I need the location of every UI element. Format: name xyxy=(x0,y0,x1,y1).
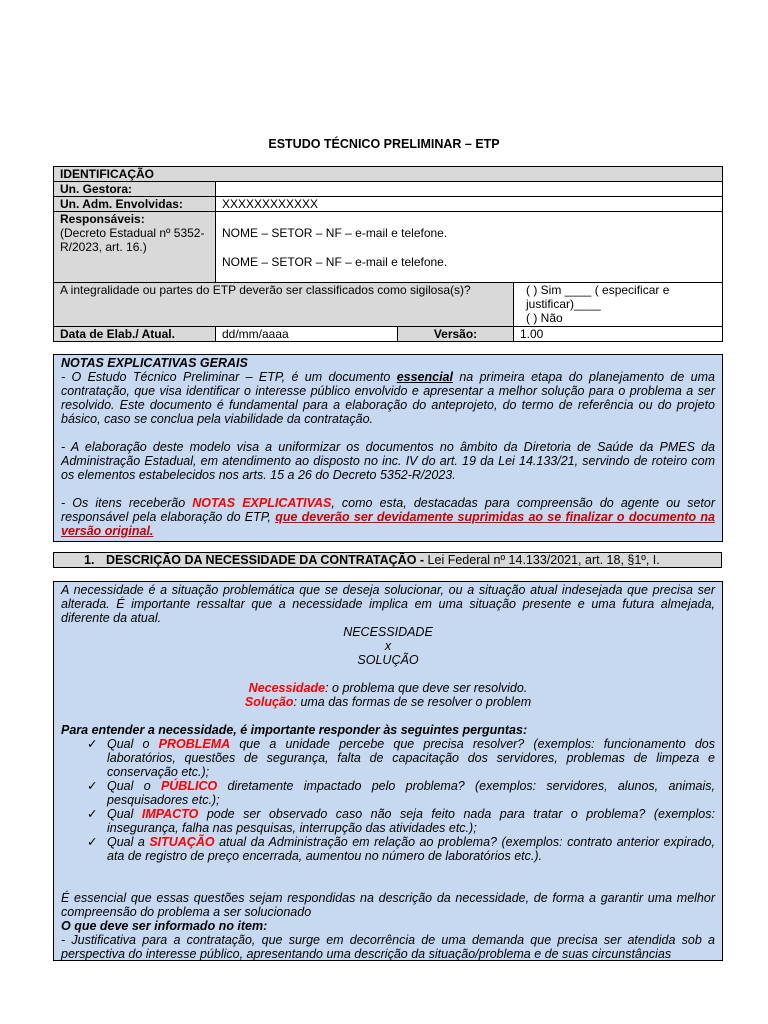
necessity-term: Necessidade xyxy=(248,681,326,695)
sigilo-sim: ( ) Sim ____ ( especificar e justificar)____ xyxy=(526,283,670,311)
question-key: IMPACTO xyxy=(141,807,199,821)
question-item: ✓ Qual IMPACTO pode ser observado caso não seja feito nada para tratar o problema? (exemplos: insegurança, falha nas pesquisas, interrupção das atividades etc.); xyxy=(87,807,715,835)
necessity-label: NECESSIDADE xyxy=(343,625,433,639)
notes-p2: - A elaboração deste modelo visa a uniformizar os documentos no âmbito da Diretoria de Saúde da PMES da Administração Estadual, em atendimento ao disposto no inc. IV do art. 19 da Lei 14.133/21, servindo de roteiro com os elementos estabelecidos nos arts. 15 a 26 do Decreto 5352-R/2023. xyxy=(61,440,715,482)
solution-label: SOLUÇÃO xyxy=(357,653,419,667)
necessity-def-text: : o problema que deve ser resolvido. xyxy=(325,681,528,695)
solution-term: Solução xyxy=(244,695,294,709)
question-key: SITUAÇÃO xyxy=(149,835,215,849)
versus-label: x xyxy=(384,639,392,653)
section-1-title: DESCRIÇÃO DA NECESSIDADE DA CONTRATAÇÃO - xyxy=(106,553,428,567)
questions-list xyxy=(61,737,715,863)
necessity-definition xyxy=(61,681,715,695)
data-label: Data de Elab./ Atual. xyxy=(54,327,216,342)
section-1-header xyxy=(53,552,722,568)
responsaveis-values xyxy=(216,212,723,283)
checkmark-icon: ✓ xyxy=(87,737,98,751)
notes-p3-warning: que deverão ser devidamente suprimidas ao se finalizar o documento na versão original. xyxy=(61,510,716,538)
responsavel-1: NOME – SETOR – NF – e-mail e telefone. xyxy=(222,226,448,240)
notes-p1-c: na primeira etapa do planejamento de uma contratação, que visa identificar o interesse público envolvido e apresentar a melhor solução para o problema a ser resolvido. Este documento é fundamental para a elaboração do anteprojeto, do termo de referência ou do projeto básico, caso se conclua pela viabilidade da contratação. xyxy=(61,370,715,426)
notes-p1-essential: essencial xyxy=(396,370,453,384)
responsaveis-label: Responsáveis: xyxy=(60,212,145,226)
checkmark-icon: ✓ xyxy=(87,779,98,793)
necessity-box xyxy=(53,581,723,961)
question-key: PÚBLICO xyxy=(160,779,218,793)
checkmark-icon: ✓ xyxy=(87,807,98,821)
sigilo-options xyxy=(514,283,723,327)
solution-def-text: : uma das formas de se resolver o problem xyxy=(293,695,532,709)
question-key: PROBLEMA xyxy=(158,737,231,751)
envolvidas-label: Un. Adm. Envolvidas: xyxy=(54,197,216,212)
notes-p3-a: - Os itens receberão xyxy=(61,496,193,510)
identification-header: IDENTIFICAÇÃO xyxy=(54,167,723,182)
gestora-label: Un. Gestora: xyxy=(54,182,216,197)
gestora-value xyxy=(216,182,723,197)
notes-box xyxy=(53,354,723,542)
solution-definition xyxy=(61,695,715,709)
notes-p1 xyxy=(61,370,715,426)
question-item: ✓ Qual o PROBLEMA que a unidade percebe que precisa resolver? (exemplos: funcionamento dos laboratórios, questões de segurança, falta de capacitação dos servidores, problemas de limpeza e conservação etc.); xyxy=(87,737,715,779)
section-1-ref: Lei Federal nº 14.133/2021, art. 18, §1º, I. xyxy=(427,553,660,567)
notes-p3 xyxy=(61,496,715,538)
essential-paragraph: É essencial que essas questões sejam respondidas na descrição da necessidade, de forma a garantir uma melhor compreensão do problema a ser solucionado xyxy=(61,891,715,919)
sigilo-nao: ( ) Não xyxy=(526,311,563,325)
versao-label: Versão: xyxy=(398,327,514,342)
identification-table xyxy=(53,166,723,342)
sigilo-question: A integralidade ou partes do ETP deverão ser classificados como sigilosa(s)? xyxy=(54,283,514,327)
what-heading: O que deve ser informado no item: xyxy=(61,919,268,933)
notes-p3-c: , como esta, destacadas para compreensão do agente ou setor responsável pela elaboração do ETP, xyxy=(61,496,715,524)
necessity-intro: A necessidade é a situação problemática que se deseja solucionar, ou a situação atual indesejada que precisa ser alterada. É importante ressaltar que a necessidade implica em uma situação presente e uma futura almejada, diferente da atual. xyxy=(61,583,715,625)
question-item: ✓ Qual a SITUAÇÃO atual da Administração em relação ao problema? (exemplos: contrato anterior expirado, ata de registro de preço encerrada, aumentou no número de laboratórios etc.). xyxy=(87,835,715,863)
page-title: ESTUDO TÉCNICO PRELIMINAR – ETP xyxy=(268,137,500,151)
questions-heading: Para entender a necessidade, é importante responder às seguintes perguntas: xyxy=(61,723,528,737)
responsaveis-cell xyxy=(54,212,216,283)
checkmark-icon: ✓ xyxy=(87,835,98,849)
responsavel-2: NOME – SETOR – NF – e-mail e telefone. xyxy=(222,255,448,269)
notes-p1-a: - O Estudo Técnico Preliminar – ETP, é um documento xyxy=(61,370,397,384)
justification-paragraph: - Justificativa para a contratação, que surge em decorrência de uma demanda que precisa ser atendida sob a perspectiva do interesse público, apresentando uma descrição da situação/problema e de suas circunstâncias xyxy=(61,933,715,961)
notes-heading: NOTAS EXPLICATIVAS GERAIS xyxy=(61,356,248,370)
notes-p3-highlight: NOTAS EXPLICATIVAS xyxy=(192,496,332,510)
section-1-title-line xyxy=(106,553,660,567)
responsaveis-note: (Decreto Estadual nº 5352-R/2023, art. 16.) xyxy=(60,226,205,254)
section-1-number: 1. xyxy=(84,553,95,567)
question-item: ✓ Qual o PÚBLICO diretamente impactado pelo problema? (exemplos: servidores, alunos, animais, pesquisadores etc.); xyxy=(87,779,715,807)
versao-value: 1.00 xyxy=(514,327,723,342)
data-value: dd/mm/aaaa xyxy=(216,327,398,342)
envolvidas-value: XXXXXXXXXXXX xyxy=(216,197,723,212)
